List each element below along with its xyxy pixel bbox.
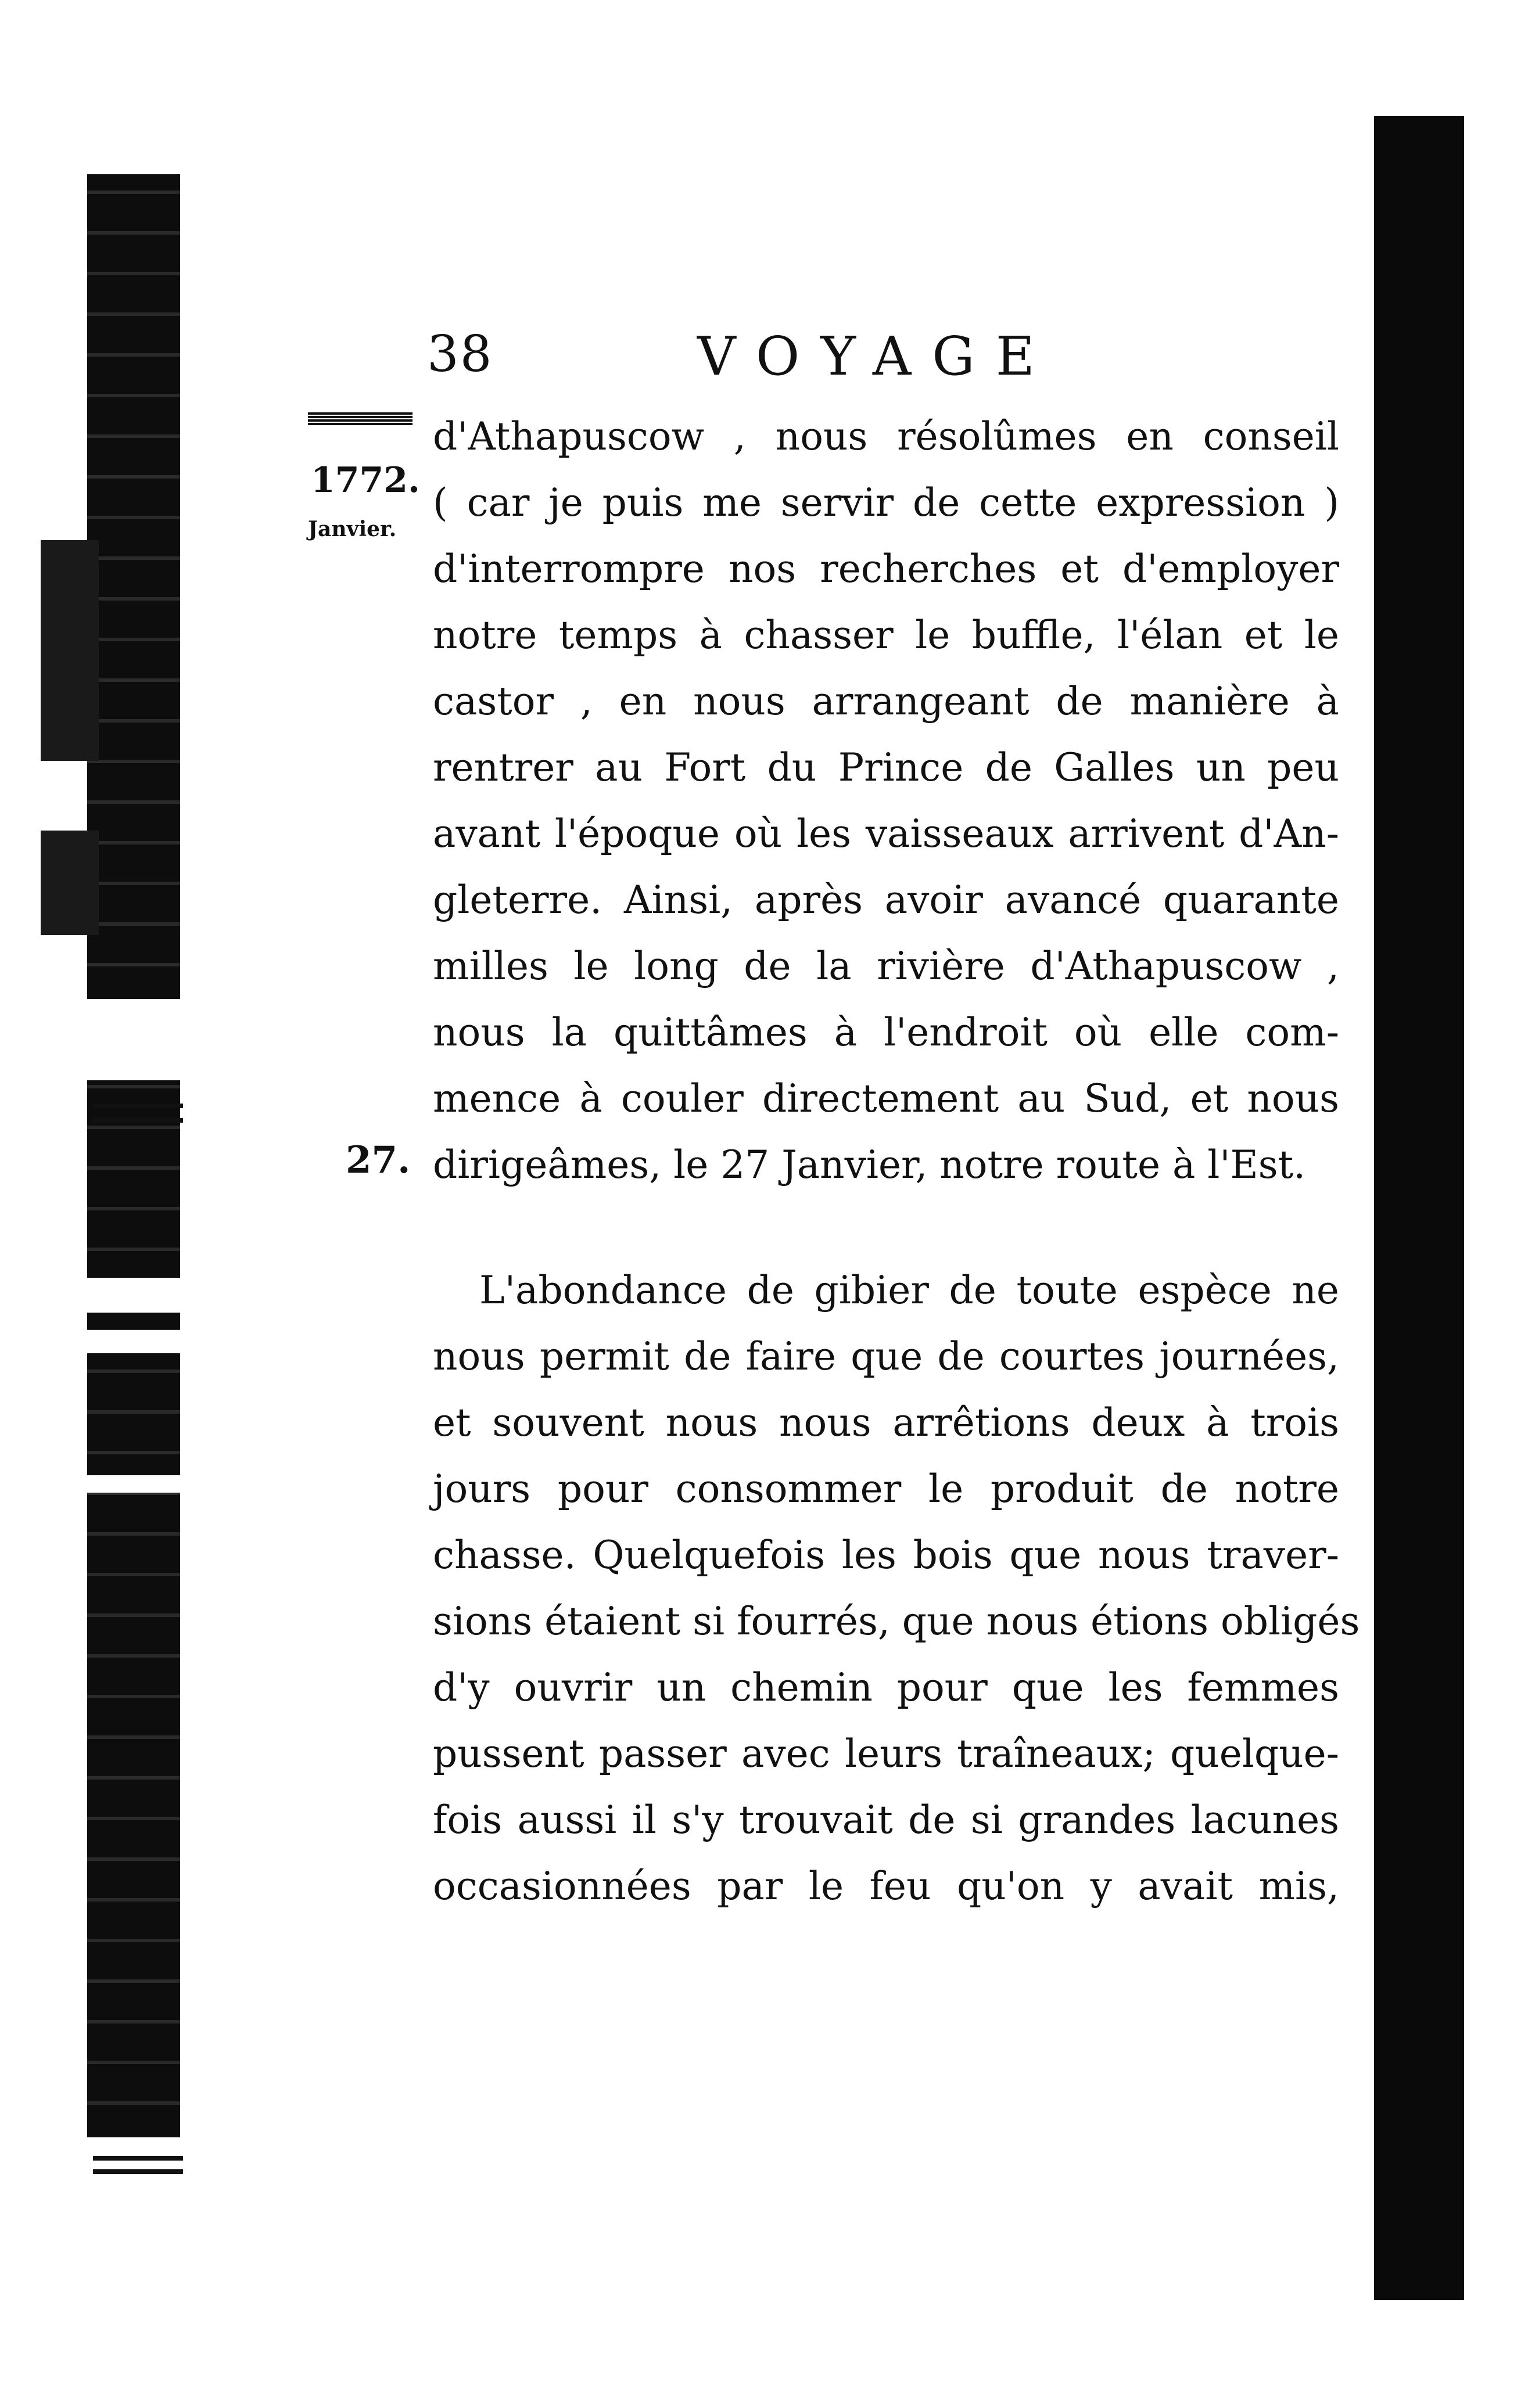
margin-day: 27. [346, 1138, 411, 1182]
text-line: nous permit de faire que de courtes journées, [433, 1334, 1339, 1379]
binding-gap [81, 1475, 186, 1493]
margin-year: 1772. [311, 460, 420, 501]
text-line: gleterre. Ainsi, après avoir avancé quarante [433, 878, 1339, 922]
text-line: mence à couler directement au Sud, et nous [433, 1076, 1339, 1121]
text-line: fois aussi il s'y trouvait de si grandes lacunes [433, 1798, 1339, 1842]
binding-rule [93, 1104, 183, 1108]
left-binding-edge [87, 174, 180, 2137]
binding-gap [81, 999, 186, 1080]
paragraph-2 [433, 1257, 1360, 1920]
text-line: L'abondance de gibier de toute espèce ne [479, 1268, 1339, 1313]
text-line: d'Athapuscow , nous résolûmes en conseil [433, 414, 1339, 459]
text-line: notre temps à chasser le buffle, l'élan et le [433, 613, 1339, 657]
margin-rule [308, 412, 413, 425]
binding-gap [81, 1330, 186, 1353]
binding-scan-block [41, 831, 99, 935]
binding-rule [93, 1118, 183, 1123]
text-line: sions étaient si fourrés, que nous étions obligés [433, 1599, 1360, 1644]
text-line: castor , en nous arrangeant de manière à [433, 679, 1339, 724]
text-line: et souvent nous nous arrêtions deux à trois [433, 1400, 1339, 1445]
margin-month: Janvier. [308, 517, 397, 541]
binding-rule [93, 2156, 183, 2161]
binding-scan-block [41, 540, 99, 761]
text-line: ( car je puis me servir de cette expression ) [433, 480, 1339, 525]
paragraph-1 [433, 404, 1339, 1198]
binding-gap [81, 1278, 186, 1313]
binding-rule [93, 2169, 183, 2174]
text-line: nous la quittâmes à l'endroit où elle com- [433, 1010, 1339, 1055]
text-line: pussent passer avec leurs traîneaux; quelque- [433, 1731, 1339, 1776]
running-title: VOYAGE [697, 325, 1056, 387]
text-line: milles le long de la rivière d'Athapuscow , [433, 944, 1339, 989]
page-number: 38 [427, 325, 493, 383]
binding-rule [93, 2149, 183, 2154]
text-line: occasionnées par le feu qu'on y avait mis, [433, 1864, 1339, 1909]
text-line: chasse. Quelquefois les bois que nous traver- [433, 1533, 1339, 1577]
text-line: d'y ouvrir un chemin pour que les femmes [433, 1665, 1339, 1710]
text-line: rentrer au Fort du Prince de Galles un peu [433, 745, 1339, 790]
text-line: jours pour consommer le produit de notre [433, 1467, 1339, 1511]
text-line: d'interrompre nos recherches et d'employer [433, 547, 1339, 591]
text-line: avant l'époque où les vaisseaux arrivent d'An- [433, 811, 1339, 856]
running-header [0, 325, 1528, 395]
text-line: dirigeâmes, le 27 Janvier, notre route à l'Est. [433, 1142, 1306, 1187]
right-binding-edge [1374, 116, 1464, 2300]
